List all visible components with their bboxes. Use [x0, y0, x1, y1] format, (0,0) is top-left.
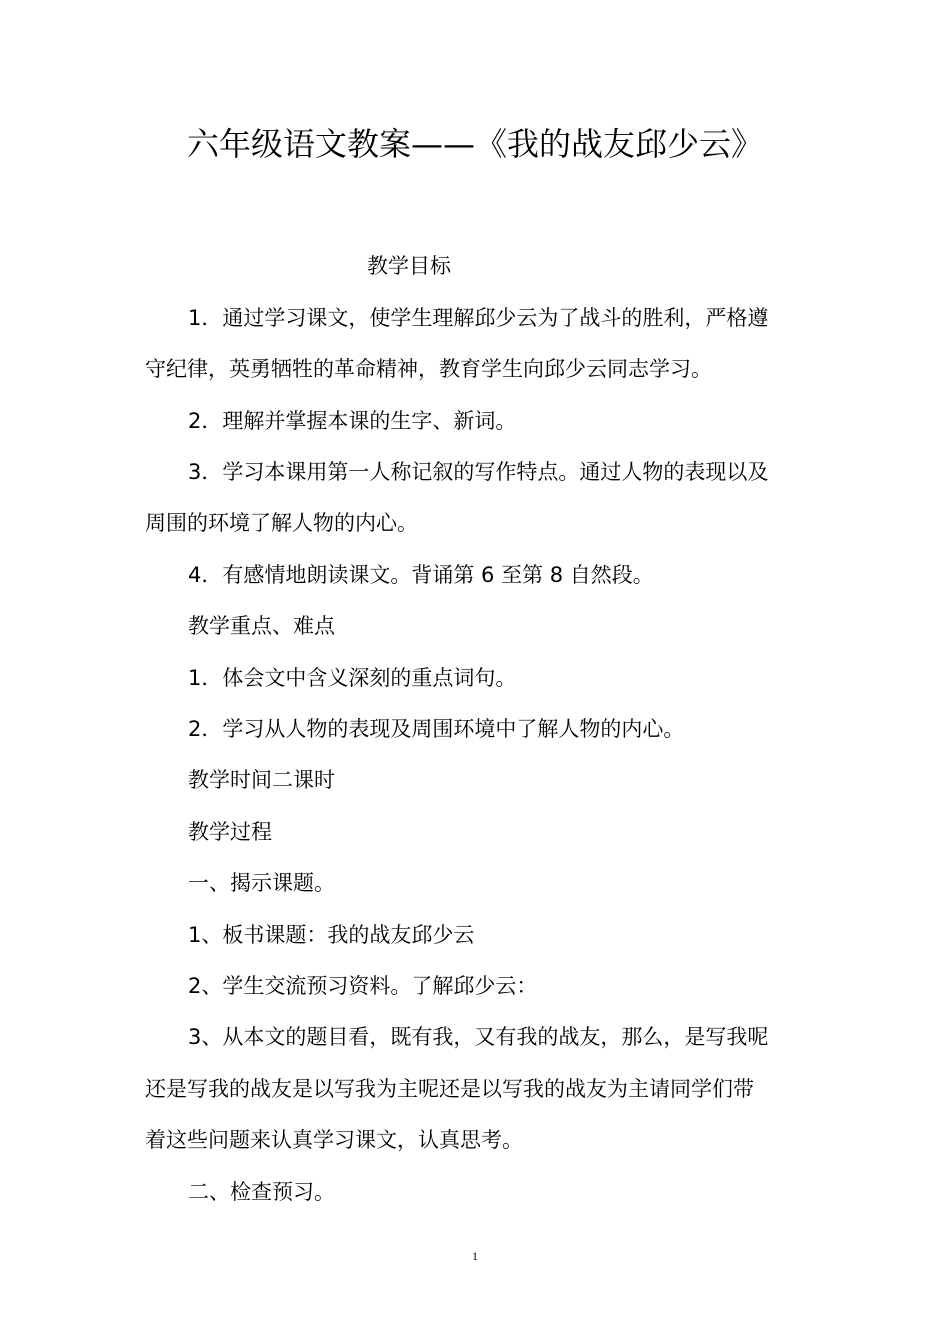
- paragraph-line: 还是写我的战友是以写我为主呢还是以写我的战友为主请同学们带: [145, 1077, 754, 1101]
- page-number: 1: [472, 1249, 478, 1263]
- paragraph-line: 2、学生交流预习资料。了解邱少云：: [188, 974, 538, 998]
- section-heading-objectives: 教学目标: [367, 254, 451, 278]
- paragraph-line: 3．学习本课用第一人称记叙的写作特点。通过人物的表现以及: [188, 460, 769, 484]
- paragraph-line: 1、板书课题：我的战友邱少云: [188, 923, 475, 947]
- document-title: 六年级语文教案——《我的战友邱少云》: [186, 125, 763, 163]
- section-heading-time: 教学时间二课时: [188, 768, 335, 792]
- section-heading-key-points: 教学重点、难点: [188, 614, 335, 638]
- paragraph-line: 1．通过学习课文，使学生理解邱少云为了战斗的胜利，严格遵: [188, 306, 769, 330]
- paragraph-line: 二、检查预习。: [188, 1180, 335, 1204]
- paragraph-line: 1．体会文中含义深刻的重点词句。: [188, 666, 517, 690]
- paragraph-line: 2．学习从人物的表现及周围环境中了解人物的内心。: [188, 717, 685, 741]
- paragraph-line: 3、从本文的题目看，既有我，又有我的战友，那么，是写我呢: [188, 1025, 769, 1049]
- paragraph-line: 2．理解并掌握本课的生字、新词。: [188, 409, 517, 433]
- section-heading-process: 教学过程: [188, 820, 272, 844]
- paragraph-line: 守纪律，英勇牺牲的革命精神，教育学生向邱少云同志学习。: [145, 357, 712, 381]
- paragraph-line: 着这些问题来认真学习课文，认真思考。: [145, 1128, 523, 1152]
- paragraph-line: 周围的环境了解人物的内心。: [145, 511, 418, 535]
- paragraph-line: 一、揭示课题。: [188, 871, 335, 895]
- paragraph-line: 4．有感情地朗读课文。背诵第 6 至第 8 自然段。: [188, 563, 654, 587]
